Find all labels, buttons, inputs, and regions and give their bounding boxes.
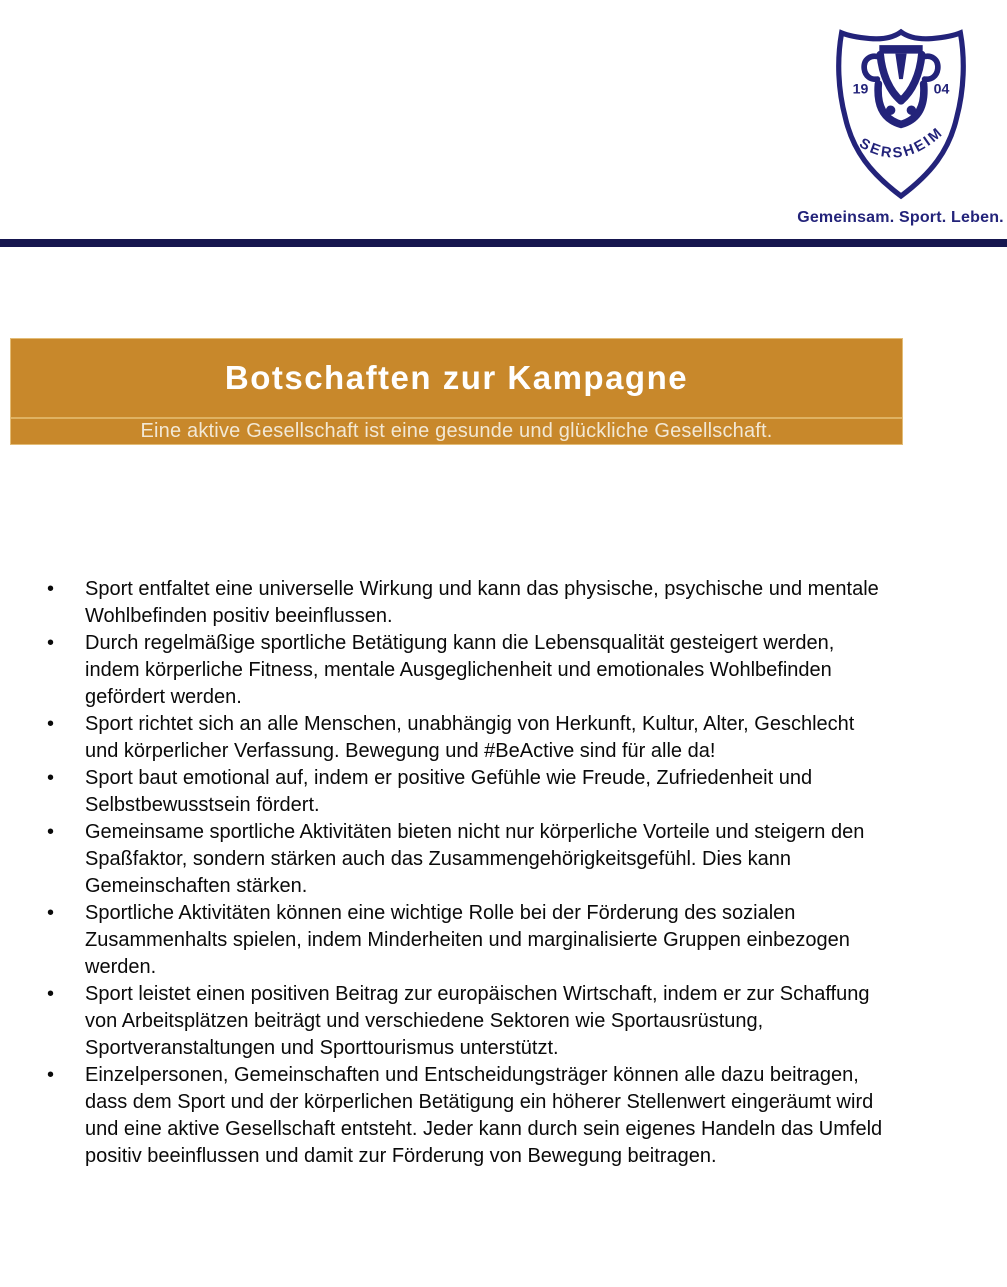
list-item [38, 981, 898, 1062]
banner-title-area [11, 339, 902, 417]
crest-year-right: 04 [933, 80, 949, 97]
header-divider [0, 239, 1007, 247]
list-item [38, 630, 898, 711]
bullet-text: Gemeinsame sportliche Aktivitäten bieten nicht nur körperliche Vorteile und steigern den Spaßfaktor, sondern stärken auch das Zusammengehörigkeitsgefühl. Dies kann Gemeinschaften stärken. [85, 821, 865, 897]
crest-icon [835, 28, 967, 200]
logo-tagline: Gemeinsam. Sport. Leben. [797, 209, 1004, 226]
bullet-text: Sport richtet sich an alle Menschen, unabhängig von Herkunft, Kultur, Alter, Geschlecht und körperlicher Verfassung. Bewegung und #BeActive sind für alle da! [85, 713, 855, 762]
bullet-marker: • [47, 767, 55, 789]
bullet-marker: • [47, 632, 55, 654]
list-item [38, 819, 898, 900]
bullet-text: Sport leistet einen positiven Beitrag zur europäischen Wirtschaft, indem er zur Schaffung von Arbeitsplätzen beiträgt und verschiedene Sektoren wie Sportausrüstung, Sportveranstaltungen und Sporttourismus unterstützt. [85, 983, 870, 1059]
list-item [38, 1062, 898, 1170]
bullet-text: Einzelpersonen, Gemeinschaften und Entscheidungsträger können alle dazu beitragen, dass dem Sport und der körperlichen Betätigung ein höherer Stellenwert eingeräumt wird und eine aktive Gesellschaft entsteht. Jeder kann durch sein eigenes Handeln das Umfeld positiv beeinflussen und damit zur Förderung von Bewegung beitragen. [85, 1064, 883, 1167]
campaign-banner [10, 338, 903, 445]
banner-subtitle: Eine aktive Gesellschaft ist eine gesunde und glückliche Gesellschaft. [140, 420, 773, 442]
bullet-marker: • [47, 983, 55, 1005]
list-item [38, 900, 898, 981]
list-item [38, 576, 898, 630]
bullet-marker: • [47, 578, 55, 600]
bullet-marker: • [47, 902, 55, 924]
banner-subtitle-area [11, 417, 902, 444]
list-item [38, 711, 898, 765]
crest-year-left: 19 [852, 80, 868, 97]
bullet-marker: • [47, 713, 55, 735]
crest-club-name: SERSHEIM [855, 124, 947, 162]
bullet-text: Durch regelmäßige sportliche Betätigung kann die Lebensqualität gesteigert werden, indem körperliche Fitness, mentale Ausgeglichenheit und emotionales Wohlbefinden gefördert werden. [85, 632, 835, 708]
club-logo [798, 28, 1003, 227]
bullet-text: Sportliche Aktivitäten können eine wichtige Rolle bei der Förderung des sozialen Zusammenhalts spielen, indem Minderheiten und marginalisierte Gruppen einbezogen werden. [85, 902, 850, 978]
bullet-text: Sport baut emotional auf, indem er positive Gefühle wie Freude, Zufriedenheit und Selbstbewusstsein fördert. [85, 767, 813, 816]
banner-title: Botschaften zur Kampagne [224, 359, 689, 396]
bullet-marker: • [47, 1064, 55, 1086]
messages-list [38, 576, 898, 1170]
bullet-marker: • [47, 821, 55, 843]
list-item [38, 765, 898, 819]
bullet-text: Sport entfaltet eine universelle Wirkung und kann das physische, psychische und mentale Wohlbefinden positiv beeinflussen. [85, 578, 879, 627]
